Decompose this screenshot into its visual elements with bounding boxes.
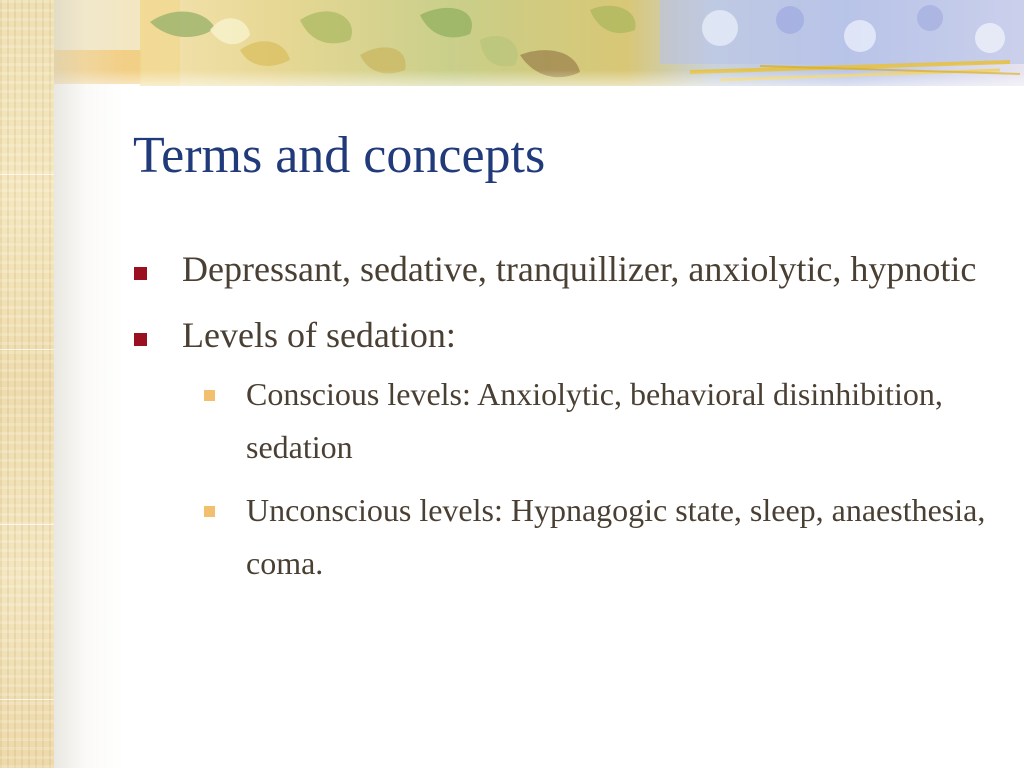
slide-title: Terms and concepts	[133, 127, 546, 184]
square-bullet-icon	[134, 267, 147, 280]
sub-bullet-text: Unconscious levels: Hypnagogic state, sleep, anaesthesia, coma.	[246, 492, 986, 581]
small-square-bullet-icon	[204, 390, 215, 401]
left-texture-strip	[0, 0, 54, 768]
sub-bullet-item	[182, 368, 1000, 474]
banner-artwork-icon	[0, 0, 1024, 100]
strip-seam	[0, 174, 54, 175]
sub-bullet-item	[182, 484, 1000, 590]
decorative-banner	[0, 0, 1024, 100]
bullet-list	[130, 240, 1000, 600]
small-square-bullet-icon	[204, 506, 215, 517]
bullet-item	[130, 240, 1000, 298]
sub-bullet-list	[182, 368, 1000, 590]
sub-bullet-text: Conscious levels: Anxiolytic, behavioral disinhibition, sedation	[246, 376, 943, 465]
strip-seam	[0, 349, 54, 350]
strip-seam	[0, 699, 54, 700]
square-bullet-icon	[134, 333, 147, 346]
bullet-text: Depressant, sedative, tranquillizer, anxiolytic, hypnotic	[182, 249, 977, 289]
bullet-item	[130, 306, 1000, 590]
bullet-text: Levels of sedation:	[182, 315, 456, 355]
strip-seam	[0, 524, 54, 525]
left-shadow	[54, 0, 124, 768]
